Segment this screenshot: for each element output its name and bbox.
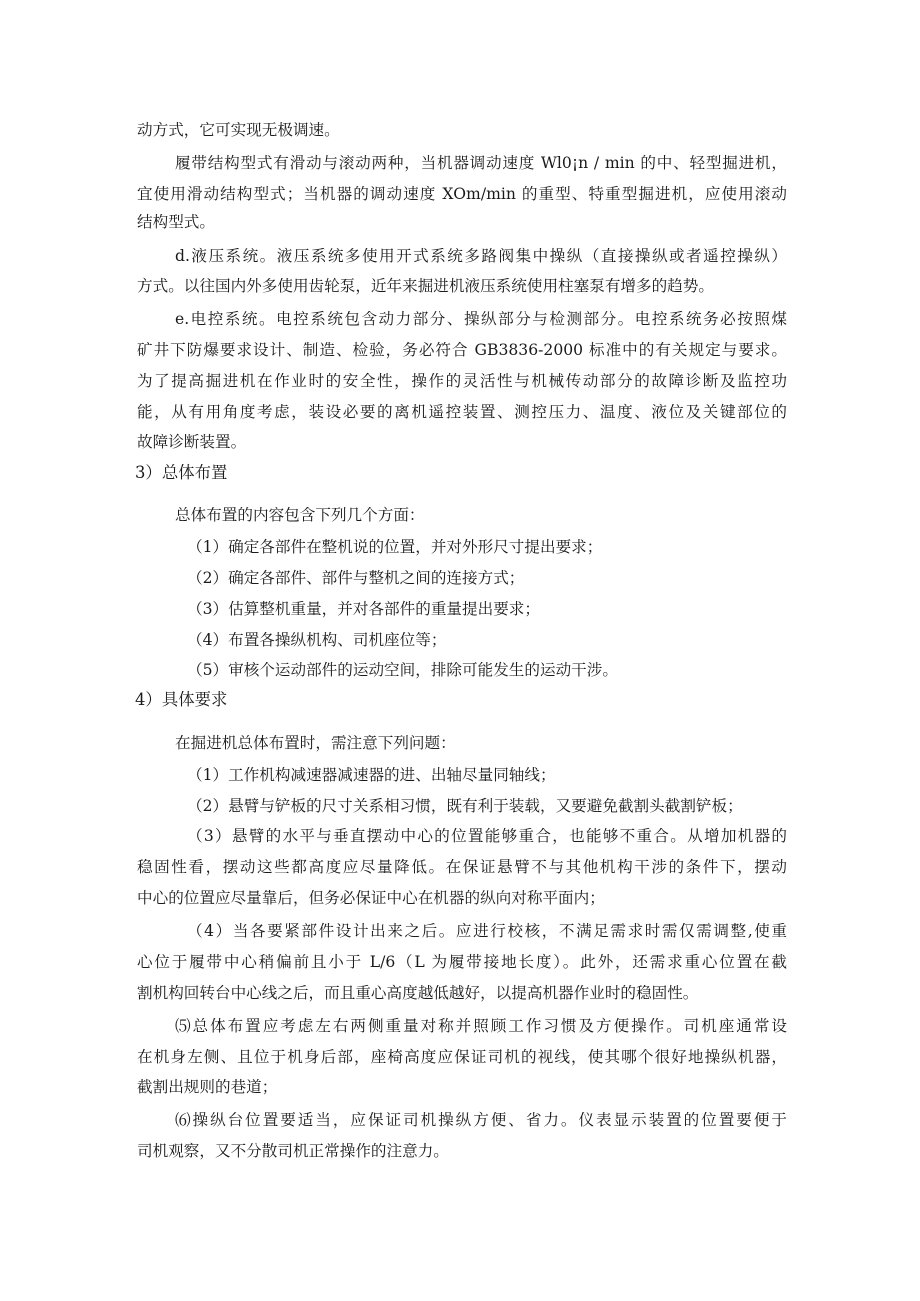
electric-paragraph-line: e.电控系统。电控系统包含动力部分、操纵部分与检测部分。电控系统务必按照煤 <box>175 310 787 328</box>
requirement-item-3-line: （3）悬臂的水平与垂直摆动中心的位置能够重合，也能够不重合。从增加机器的 <box>187 827 787 845</box>
electric-paragraph-line: 为了提高掘进机在作业时的安全性，操作的灵活性与机械传动部分的故障诊断及监控功 <box>137 372 787 390</box>
electric-paragraph-line: 能，从有用角度考虑，装设必要的离机遥控装置、测控压力、温度、液位及关键部位的 <box>137 403 787 421</box>
layout-list-item: （2）确定各部件、部件与整机之间的连接方式； <box>187 569 525 587</box>
crawler-paragraph-line: 履带结构型式有滑动与滚动两种，当机器调动速度 Wl0¡n / min 的中、轻型掘进机， <box>175 154 787 172</box>
section-3-intro: 总体布置的内容包含下列几个方面： <box>175 506 425 524</box>
layout-list-item: （1）确定各部件在整机说的位置，并对外形尺寸提出要求； <box>187 538 603 556</box>
hydraulic-paragraph-line: 方式。以往国内外多使用齿轮泵，近年来掘进机液压系统使用柱塞泵有增多的趋势。 <box>137 277 714 295</box>
requirement-item-5-line: 截割出规则的巷道； <box>137 1078 278 1096</box>
requirement-item-4-line: （4）当各要紧部件设计出来之后。应进行校核，不满足需求时需仅需调整,使重 <box>187 922 787 940</box>
requirement-item-4-line: 割机构回转台中心线之后，而且重心高度越低越好，以提高机器作业时的稳固性。 <box>137 984 699 1002</box>
layout-list-item: （3）估算整机重量，并对各部件的重量提出要求； <box>187 600 540 618</box>
crawler-paragraph-line: 结构型式。 <box>137 213 215 231</box>
requirement-item-6-line: ⑹操纵台位置要适当，应保证司机操纵方便、省力。仪表显示装置的位置要便于 <box>175 1111 787 1129</box>
section-4-heading: 4）具体要求 <box>135 690 228 709</box>
requirement-item-2: （2）悬臂与铲板的尺寸关系相习惯，既有利于装载，又要避免截割头截割铲板； <box>187 797 743 815</box>
electric-paragraph-line: 矿井下防爆要求设计、制造、检验，务必符合 GB3836-2000 标准中的有关规定与要求。 <box>137 341 787 359</box>
drive-mode-tail-line: 动方式，它可实现无极调速。 <box>137 121 340 139</box>
requirement-item-3-line: 稳固性看，摆动这些都高度应尽量降低。在保证悬臂不与其他机构干涉的条件下，摆动 <box>137 858 787 876</box>
layout-list-item: （4）布置各操纵机构、司机座位等； <box>187 631 447 649</box>
requirement-item-5-line: ⑸总体布置应考虑左右两侧重量对称并照顾工作习惯及方便操作。司机座通常设 <box>175 1017 787 1035</box>
requirement-item-5-line: 在机身左侧、且位于机身后部，座椅高度应保证司机的视线，使其哪个很好地操纵机器， <box>137 1048 787 1066</box>
requirement-item-3-line: 中心的位置应尽量靠后，但务必保证中心在机器的纵向对称平面内； <box>137 889 605 907</box>
requirement-item-4-line: 心位于履带中心稍偏前且小于 L/6（L 为履带接地长度）。此外，还需求重心位置在截 <box>137 953 787 971</box>
requirement-item-1: （1）工作机构减速器减速器的进、出轴尽量同轴线； <box>187 766 556 784</box>
section-4-intro: 在掘进机总体布置时，需注意下列问题： <box>175 734 456 752</box>
crawler-paragraph-line: 宜使用滑动结构型式；当机器的调动速度 XOm/min 的重型、特重型掘进机，应使用滚动 <box>137 185 787 203</box>
section-3-heading: 3）总体布置 <box>135 463 228 482</box>
requirement-item-6-line: 司机观察，又不分散司机正常操作的注意力。 <box>137 1142 449 1160</box>
layout-list-item: （5）审核个运动部件的运动空间，排除可能发生的运动干涉。 <box>187 661 618 679</box>
electric-paragraph-line: 故障诊断装置。 <box>137 433 247 451</box>
hydraulic-paragraph-line: d.液压系统。液压系统多使用开式系统多路阀集中操纵（直接操纵或者遥控操纵） <box>175 247 787 265</box>
